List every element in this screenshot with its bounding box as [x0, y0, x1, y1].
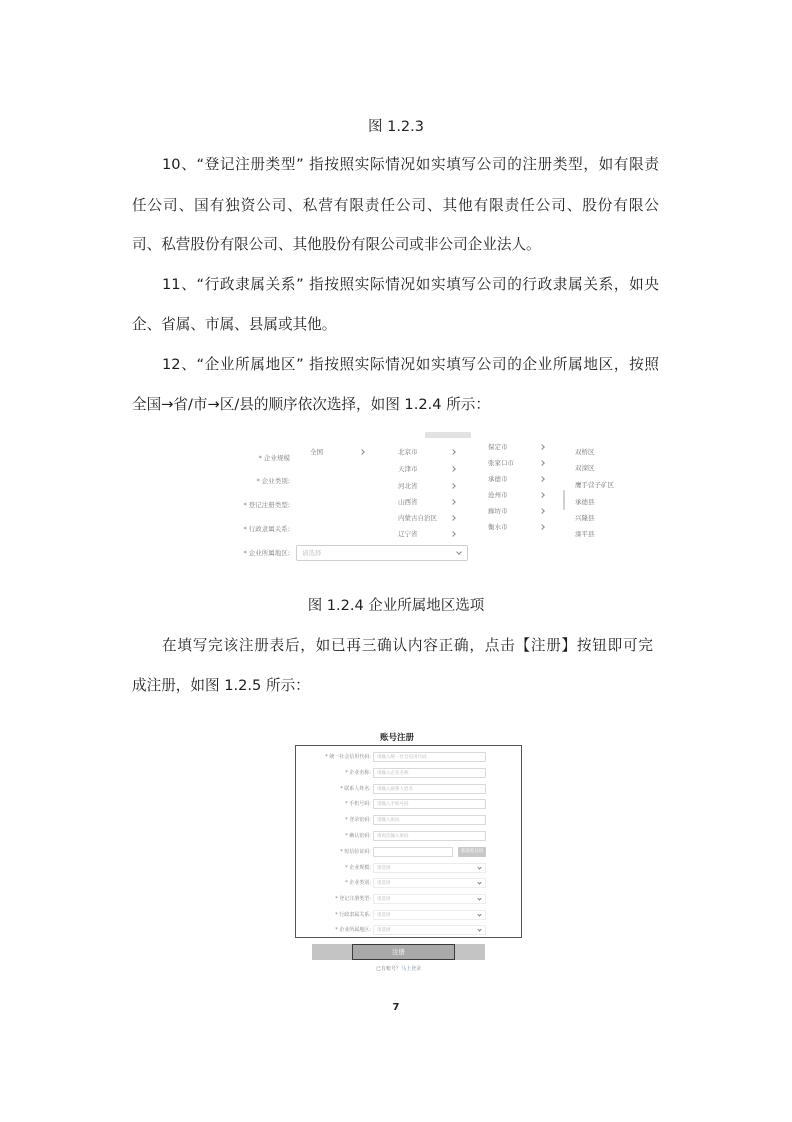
- cascader-option: [570, 511, 620, 525]
- chevron-right-icon: [450, 531, 456, 537]
- register-button-label: 注册: [392, 948, 405, 956]
- paragraph-line: 任公司、国有独资公司、私营有限责任公司、其他有限责任公司、股份有限公: [132, 197, 659, 214]
- form-label: * 手机号码:: [345, 801, 371, 807]
- cascader-option: [385, 462, 468, 476]
- form-row-password: [296, 814, 521, 826]
- paragraph-line: 10、“登记注册类型” 指按照实际情况如实填写公司的注册类型，如有限责: [162, 156, 659, 173]
- cascader-option: [570, 478, 620, 492]
- cascader-option-label: 兴隆县: [575, 514, 595, 522]
- figure-caption-1-2-3: 图 1.2.3: [367, 119, 424, 135]
- cascader-option: [480, 488, 565, 502]
- cascader-option: [385, 495, 468, 509]
- cascader-option: [385, 445, 468, 459]
- chevron-right-icon: [539, 460, 545, 466]
- chevron-down-icon: [456, 549, 462, 555]
- region-select-input: [296, 545, 468, 561]
- input-placeholder: 请输入密码: [377, 818, 400, 823]
- cascader-option: [480, 472, 565, 486]
- paragraph-line: 12、“企业所属地区” 指按照实际情况如实填写公司的企业所属地区，按照: [162, 356, 659, 373]
- paragraph-line: 全国→省/市→区/县的顺序依次选择，如图 1.2.4 所示：: [132, 396, 490, 413]
- cascader-option: [385, 527, 468, 541]
- input-placeholder: 请输入企业名称: [377, 771, 409, 776]
- contact-name-input: [373, 784, 486, 794]
- paragraph-line: 企、省属、市属、县属或其他。: [132, 316, 337, 333]
- form-label-enterprise-category: * 企业类别:: [256, 477, 290, 485]
- cascader-option: [570, 461, 620, 475]
- registration-form-box: [295, 745, 522, 938]
- cascader-option: [480, 520, 565, 534]
- chevron-right-icon: [450, 515, 456, 521]
- cascader-option: [480, 456, 565, 470]
- cascader-option-label: 北京市: [398, 448, 418, 456]
- form-row-administrative-affiliation: [296, 909, 521, 921]
- cascader-option: [570, 495, 620, 509]
- cascader-option: [385, 479, 468, 493]
- cascader-option: [300, 445, 380, 459]
- form-label-enterprise-scale: * 企业规模: [258, 454, 290, 462]
- form-label: * 企业所属地区:: [335, 927, 371, 933]
- chevron-right-icon: [359, 449, 365, 455]
- chevron-down-icon: [477, 912, 481, 916]
- form-label: * 行政隶属关系:: [335, 912, 371, 918]
- get-sms-code-button: 获取验证码: [458, 847, 486, 857]
- confirm-password-input: [373, 831, 486, 841]
- cascader-option-label: 辽宁省: [398, 530, 418, 538]
- input-placeholder: 请输入统一社会信用代码: [377, 755, 427, 760]
- chevron-right-icon: [539, 508, 545, 514]
- login-prompt: [312, 965, 485, 973]
- chevron-right-icon: [450, 466, 456, 472]
- form-row-phone: [296, 798, 521, 810]
- cascader-option-label: 承德县: [575, 498, 595, 506]
- select-placeholder: 请选择: [377, 897, 391, 902]
- cascader-option-label: 双桥区: [575, 448, 595, 456]
- form-label: * 企业类别:: [345, 880, 371, 886]
- region-select-placeholder: 请选择: [302, 549, 322, 557]
- form-row-enterprise-region: [296, 924, 521, 936]
- page-number: 7: [392, 1002, 400, 1013]
- chevron-right-icon: [450, 483, 456, 489]
- enterprise-category-select: [373, 878, 486, 888]
- cascader-column-country: [300, 440, 380, 544]
- form-label: * 短信验证码:: [340, 849, 371, 855]
- registration-form-title: 账号注册: [379, 733, 414, 743]
- cascader-column-district: [570, 440, 620, 544]
- chevron-right-icon: [539, 476, 545, 482]
- cascader-option-label: 双滦区: [575, 464, 595, 472]
- enterprise-name-input: [373, 768, 486, 778]
- cascader-option: [385, 511, 468, 525]
- form-row-enterprise-name: [296, 767, 521, 779]
- chevron-right-icon: [539, 492, 545, 498]
- administrative-affiliation-select: [373, 910, 486, 920]
- cascader-option-label: 全国: [310, 448, 323, 456]
- password-input: [373, 815, 486, 825]
- paragraph-line: 司、私营股份有限公司、其他股份有限公司或非公司企业法人。: [132, 236, 541, 253]
- form-label-enterprise-region: * 企业所属地区:: [243, 549, 290, 557]
- select-placeholder: 请选择: [377, 928, 391, 933]
- form-label: * 企业规模:: [345, 865, 371, 871]
- form-label-registration-type: * 登记注册类型:: [243, 501, 290, 509]
- input-placeholder: 请再次输入密码: [377, 834, 409, 839]
- cascader-option-label: 天津市: [398, 465, 418, 473]
- form-label: * 确认密码:: [345, 833, 371, 839]
- cascader-option-label: 张家口市: [488, 459, 514, 467]
- login-link: 马上登录: [401, 966, 422, 972]
- chevron-right-icon: [539, 524, 545, 530]
- form-label: * 统一社会信用代码:: [325, 754, 371, 760]
- form-row-confirm-password: [296, 830, 521, 842]
- cascader-option-label: 承德市: [488, 475, 508, 483]
- chevron-down-icon: [477, 865, 481, 869]
- cascader-option-label: 保定市: [488, 443, 508, 451]
- chevron-right-icon: [539, 444, 545, 450]
- form-label-administrative-affiliation: * 行政隶属关系:: [243, 525, 290, 533]
- figure-registration-form-screenshot: [290, 728, 530, 978]
- chevron-right-icon: [450, 449, 456, 455]
- input-placeholder: 请输入手机号码: [377, 802, 409, 807]
- registration-type-select: [373, 894, 486, 904]
- cascader-option-label: 衡水市: [488, 523, 508, 531]
- form-label: * 登记注册类型:: [335, 896, 371, 902]
- login-prompt-text: 已有账号？: [375, 966, 401, 972]
- paragraph-line: 11、“行政隶属关系” 指按照实际情况如实填写公司的行政隶属关系，如央: [162, 276, 659, 293]
- cascader-option-label: 鹰手营子矿区: [575, 481, 614, 489]
- cascader-option: [480, 440, 565, 454]
- cascader-option-label: 内蒙古自治区: [398, 514, 437, 522]
- cascader-option: [570, 527, 620, 541]
- select-placeholder: 请选择: [377, 866, 391, 871]
- cascader-option-label: 廊坊市: [488, 507, 508, 515]
- chevron-down-icon: [477, 896, 481, 900]
- form-label: * 联系人姓名:: [340, 786, 371, 792]
- select-placeholder: 请选择: [377, 913, 391, 918]
- cascader-option-label: 滦平县: [575, 530, 595, 538]
- scrollbar: [563, 490, 565, 510]
- chevron-down-icon: [477, 880, 481, 884]
- paragraph-line: 成注册，如图 1.2.5 所示：: [132, 677, 310, 694]
- input-placeholder: 请输入联系人姓名: [377, 787, 413, 792]
- cascader-column-city: [480, 440, 565, 544]
- chevron-right-icon: [450, 499, 456, 505]
- figure-region-selector-screenshot: [232, 432, 622, 568]
- cascader-option: [480, 504, 565, 518]
- form-row-enterprise-scale: [296, 862, 521, 874]
- cascader-option: [570, 445, 620, 459]
- credit-code-input: [373, 752, 486, 762]
- select-placeholder: 请选择: [377, 881, 391, 886]
- form-row-sms-code: [296, 846, 521, 858]
- sms-code-input: [373, 847, 453, 857]
- enterprise-scale-select: [373, 863, 486, 873]
- form-row-enterprise-category: [296, 877, 521, 889]
- paragraph-line: 在填写完该注册表后，如已再三确认内容正确，点击【注册】按钮即可完: [162, 637, 653, 654]
- form-label: * 登录密码:: [345, 817, 371, 823]
- form-row-registration-type: [296, 893, 521, 905]
- form-label: * 企业名称:: [345, 770, 371, 776]
- form-row-credit-code: [296, 751, 521, 763]
- chevron-down-icon: [477, 927, 481, 931]
- figure-caption-1-2-4: 图 1.2.4 企业所属地区选项: [307, 598, 485, 614]
- cascader-option-label: 河北省: [398, 482, 418, 490]
- cascader-option-label: 山西省: [398, 498, 418, 506]
- enterprise-region-select: [373, 925, 486, 935]
- form-row-contact-name: [296, 783, 521, 795]
- dropdown-edge: [425, 432, 471, 438]
- cascader-column-province: [385, 440, 468, 544]
- cascader-dropdown-panel: [300, 440, 620, 544]
- cascader-option-label: 沧州市: [488, 491, 508, 499]
- phone-input: [373, 799, 486, 809]
- register-button: [312, 944, 485, 960]
